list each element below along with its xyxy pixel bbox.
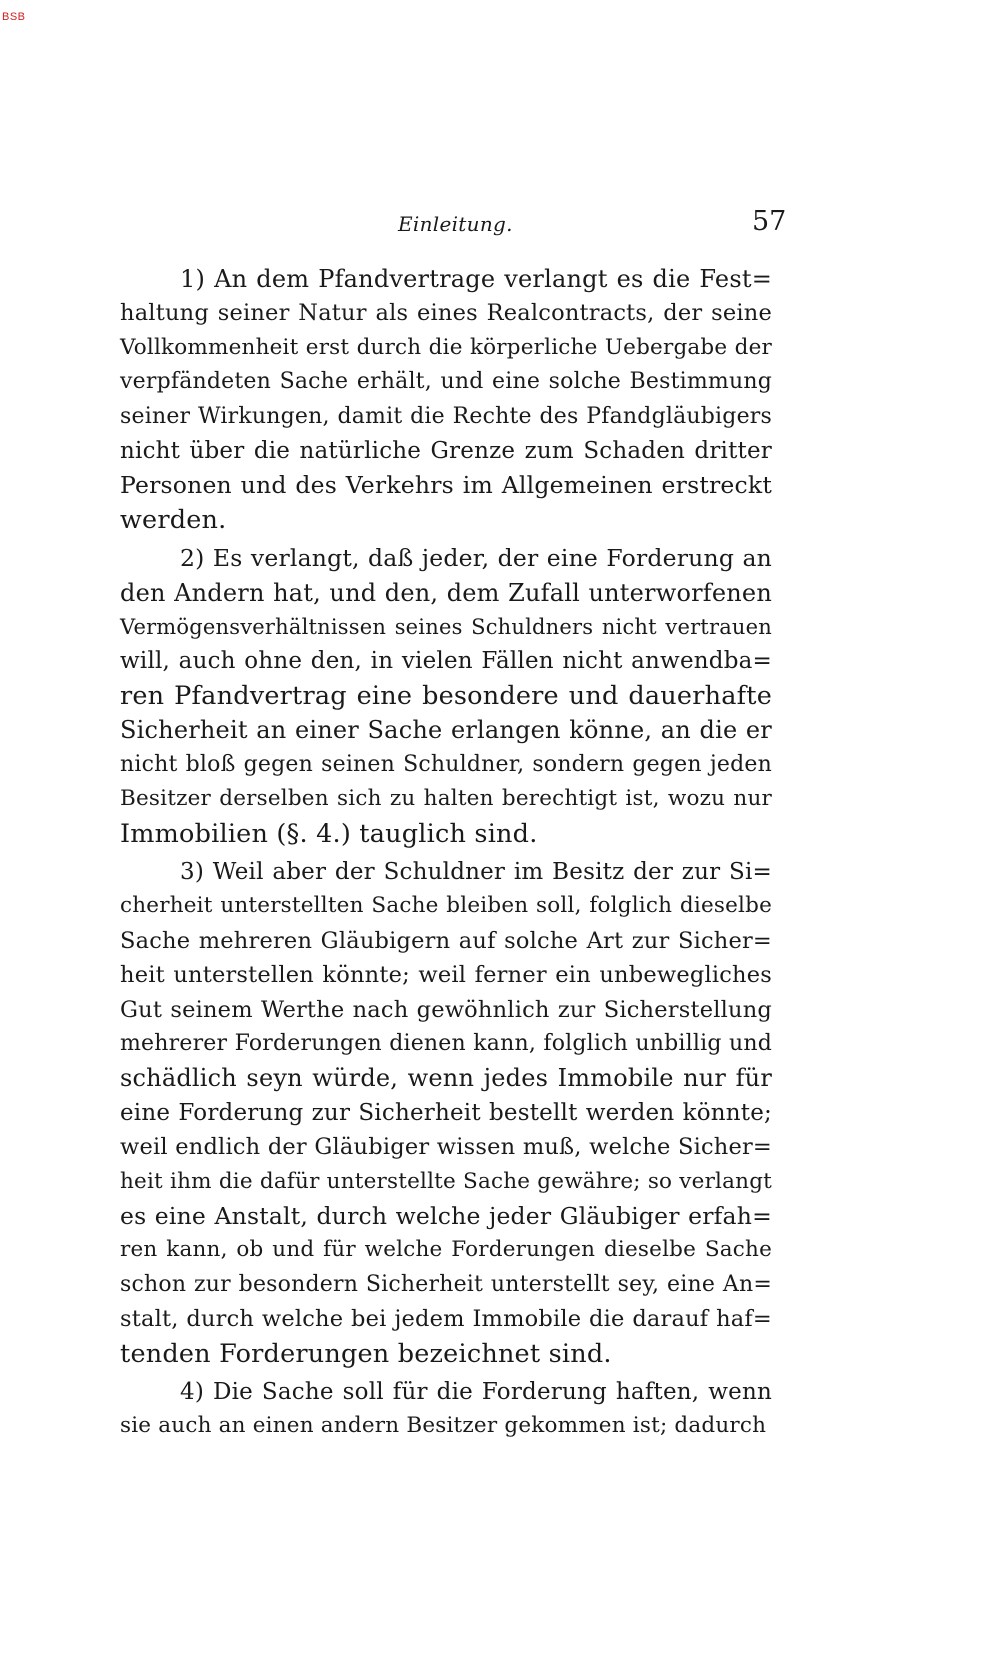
library-watermark: BSB — [2, 11, 26, 23]
text-line: Immobilien (§. 4.) tauglich sind. — [120, 818, 538, 849]
text-line: haltung seiner Natur als eines Realcontracts, der seine — [120, 300, 772, 327]
text-line: 4) Die Sache soll für die Forderung haften, wenn — [180, 1379, 772, 1405]
page-number: 57 — [752, 206, 787, 237]
text-line: Personen und des Verkehrs im Allgemeinen erstreckt — [120, 471, 772, 500]
text-line: Sicherheit an einer Sache erlangen könne, an die er — [120, 716, 772, 745]
text-line: Vermögensverhältnissen seines Schuldners nicht vertrauen — [120, 615, 772, 640]
text-line: 2) Es verlangt, daß jeder, der eine Forderung an — [180, 544, 772, 573]
text-line: 3) Weil aber der Schuldner im Besitz der zur Si= — [180, 858, 772, 885]
text-line: nicht über die natürliche Grenze zum Schaden dritter — [120, 438, 772, 465]
text-line: heit ihm die dafür unterstellte Sache gewähre; so verlangt — [120, 1168, 772, 1194]
running-head: Einleitung. — [398, 212, 513, 236]
text-line: sie auch an einen andern Besitzer gekommen ist; dadurch — [120, 1413, 767, 1439]
text-line: seiner Wirkungen, damit die Rechte des Pfandgläubigers — [120, 403, 772, 429]
text-line: werden. — [120, 504, 227, 535]
text-line: cherheit unterstellten Sache bleiben soll, folglich dieselbe — [120, 893, 772, 919]
text-line: verpfändeten Sache erhält, und eine solche Bestimmung — [120, 369, 772, 395]
text-line: stalt, durch welche bei jedem Immobile die darauf haf= — [120, 1306, 772, 1333]
text-line: ren kann, ob und für welche Forderungen dieselbe Sache — [120, 1237, 772, 1263]
text-line: ren Pfandvertrag eine besondere und dauerhafte — [120, 680, 772, 711]
text-line: eine Forderung zur Sicherheit bestellt werden könnte; — [120, 1099, 772, 1126]
text-line: nicht bloß gegen seinen Schuldner, sondern gegen jeden — [120, 751, 772, 777]
text-line: schädlich seyn würde, wenn jedes Immobile nur für — [120, 1064, 772, 1093]
text-line: weil endlich der Gläubiger wissen muß, welche Sicher= — [120, 1134, 772, 1161]
text-line: will, auch ohne den, in vielen Fällen nicht anwendba= — [120, 648, 772, 675]
text-line: Besitzer derselben sich zu halten berechtigt ist, wozu nur — [120, 786, 772, 812]
text-line: tenden Forderungen bezeichnet sind. — [120, 1338, 612, 1369]
text-line: Vollkommenheit erst durch die körperliche Uebergabe der — [120, 334, 772, 360]
text-line: heit unterstellen könnte; weil ferner ein unbewegliches — [120, 962, 772, 989]
text-line: mehrerer Forderungen dienen kann, folglich unbillig und — [120, 1030, 772, 1056]
text-line: den Andern hat, und den, dem Zufall unterworfenen — [120, 578, 772, 607]
text-line: Sache mehreren Gläubigern auf solche Art zur Sicher= — [120, 927, 772, 954]
text-line: es eine Anstalt, durch welche jeder Gläubiger erfah= — [120, 1201, 772, 1230]
text-line: schon zur besondern Sicherheit unterstellt sey, eine An= — [120, 1271, 772, 1297]
text-line: 1) An dem Pfandvertrage verlangt es die Fest= — [180, 265, 772, 293]
text-line: Gut seinem Werthe nach gewöhnlich zur Sicherstellung — [120, 996, 772, 1023]
body-text — [120, 262, 772, 1444]
